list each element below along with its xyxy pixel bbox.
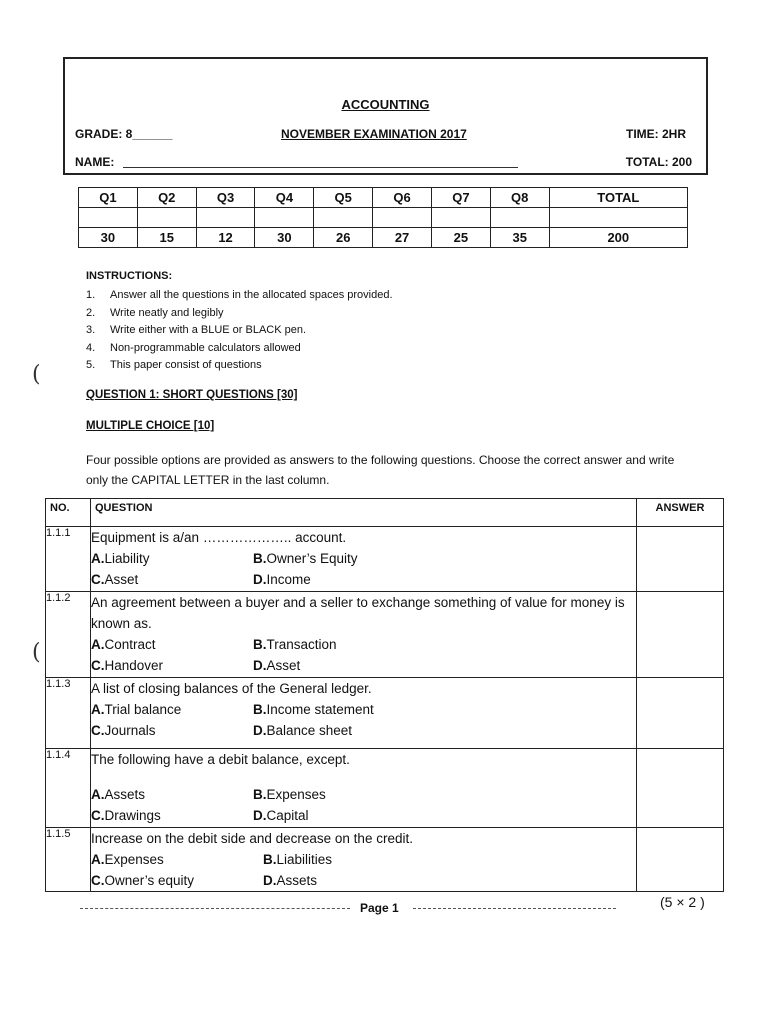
marks-blank-cell[interactable] — [314, 208, 373, 228]
answer-cell[interactable] — [637, 592, 724, 678]
questions-table — [45, 498, 724, 892]
marks-blank-cell[interactable] — [490, 208, 549, 228]
option-text: Balance sheet — [266, 723, 353, 738]
instruction-number: 4. — [86, 341, 96, 354]
question-row — [46, 749, 724, 828]
marks-header-cell: Q8 — [490, 188, 549, 208]
option-text: Owner’s equity — [104, 873, 195, 888]
instruction-item — [86, 322, 393, 340]
option-text: Asset — [266, 658, 301, 673]
options-row — [91, 805, 636, 826]
marks-value-cell: 12 — [196, 228, 255, 248]
name-line — [123, 167, 518, 168]
question-text: The following have a debit balance, except. — [91, 752, 350, 767]
options-row — [91, 870, 636, 891]
time-label: TIME: 2HR — [626, 127, 686, 141]
instruction-number: 3. — [86, 324, 96, 336]
option-text: Handover — [104, 658, 164, 673]
instructions-list — [86, 287, 393, 375]
col-question-header: QUESTION — [91, 499, 637, 527]
col-answer-header: ANSWER — [637, 499, 724, 527]
option-text: Journals — [104, 723, 156, 738]
options-row — [91, 849, 636, 870]
option-text: Liability — [104, 551, 150, 566]
marks-blank-row — [79, 208, 688, 228]
option-text: Transaction — [266, 637, 337, 652]
question-number: 1.1.5 — [46, 828, 91, 892]
marks-value-cell: 27 — [373, 228, 432, 248]
options-row — [91, 634, 636, 655]
options-row — [91, 548, 636, 569]
options-row — [91, 784, 636, 805]
marks-table — [78, 187, 688, 248]
marks-header-cell: Q2 — [137, 188, 196, 208]
instruction-number: 5. — [86, 359, 96, 371]
question-row — [46, 592, 724, 678]
option-text: Drawings — [104, 808, 161, 823]
option-letter: C. — [91, 808, 105, 823]
option-text: Income statement — [266, 702, 374, 717]
instruction-item — [86, 305, 393, 323]
option-letter: D. — [253, 658, 267, 673]
option-letter: D. — [253, 808, 267, 823]
instruction-number: 1. — [86, 289, 96, 301]
question-cell — [91, 678, 637, 749]
option-letter: B. — [253, 637, 267, 652]
marks-blank-cell[interactable] — [373, 208, 432, 228]
question-number: 1.1.1 — [46, 527, 91, 592]
page-number: Page 1 — [360, 901, 399, 915]
marks-header-cell: Q7 — [431, 188, 490, 208]
marks-header-cell: Q1 — [79, 188, 138, 208]
option-letter: C. — [91, 658, 105, 673]
option-text: Contract — [104, 637, 156, 652]
marks-header-cell: Q3 — [196, 188, 255, 208]
option-letter: A. — [91, 852, 105, 867]
answer-cell[interactable] — [637, 678, 724, 749]
instruction-text: Non-programmable calculators allowed — [110, 341, 301, 354]
option-text: Capital — [266, 808, 309, 823]
option-letter: D. — [253, 572, 267, 587]
option-letter: B. — [253, 702, 267, 717]
marks-blank-cell[interactable] — [137, 208, 196, 228]
marks-value-cell: 25 — [431, 228, 490, 248]
marks-value-row — [79, 228, 688, 248]
question-cell — [91, 828, 637, 892]
question-number: 1.1.4 — [46, 749, 91, 828]
option-text: Expenses — [266, 787, 326, 802]
instruction-item — [86, 287, 393, 305]
marks-value-cell: 200 — [549, 228, 687, 248]
footer-line-right — [413, 908, 616, 909]
question-text: A list of closing balances of the General ledger. — [91, 681, 372, 696]
question-row — [46, 828, 724, 892]
subject-title: ACCOUNTING — [341, 97, 430, 112]
option-letter: A. — [91, 637, 105, 652]
options-row — [91, 699, 636, 720]
instruction-text: Answer all the questions in the allocated spaces provided. — [110, 289, 393, 301]
marks-header-cell: Q5 — [314, 188, 373, 208]
marks-header-row — [79, 188, 688, 208]
options-row — [91, 569, 636, 590]
option-letter: A. — [91, 702, 105, 717]
instruction-item — [86, 340, 393, 358]
option-text: Owner’s Equity — [266, 551, 358, 566]
marks-value-cell: 30 — [79, 228, 138, 248]
option-letter: C. — [91, 723, 105, 738]
total-label: TOTAL: 200 — [625, 155, 692, 169]
option-text: Assets — [276, 873, 318, 888]
option-letter: C. — [91, 873, 105, 888]
instructions-title: INSTRUCTIONS: — [86, 270, 173, 282]
option-text: Assets — [104, 787, 146, 802]
footer-line-left — [80, 908, 350, 909]
marks-header-cell: Q4 — [255, 188, 314, 208]
marks-blank-cell[interactable] — [255, 208, 314, 228]
marks-value-cell: 15 — [137, 228, 196, 248]
question-cell — [91, 749, 637, 828]
marks-blank-cell[interactable] — [79, 208, 138, 228]
question-row — [46, 678, 724, 749]
instruction-text: Write neatly and legibly — [110, 306, 224, 319]
marks-allocation: (5 × 2 ) — [660, 894, 705, 910]
option-letter: C. — [91, 572, 105, 587]
question-text: Equipment is a/an ……………….. account. — [91, 530, 347, 545]
grade-label: GRADE: 8______ — [75, 127, 173, 141]
stray-mark: ( — [32, 362, 41, 387]
options-row — [91, 655, 636, 676]
question1-title: QUESTION 1: SHORT QUESTIONS [30] — [86, 389, 298, 401]
questions-header-row — [46, 499, 724, 527]
question-cell — [91, 592, 637, 678]
option-letter: B. — [253, 551, 267, 566]
col-no-header: NO. — [46, 499, 91, 527]
marks-blank-cell[interactable] — [431, 208, 490, 228]
stray-mark: ( — [32, 640, 41, 665]
question-number: 1.1.2 — [46, 592, 91, 678]
marks-value-cell: 35 — [490, 228, 549, 248]
marks-header-cell: TOTAL — [549, 188, 687, 208]
option-letter: A. — [91, 551, 105, 566]
marks-value-cell: 30 — [255, 228, 314, 248]
marks-blank-cell[interactable] — [549, 208, 687, 228]
answer-cell[interactable] — [637, 527, 724, 592]
options-row — [91, 720, 636, 741]
question-row — [46, 527, 724, 592]
option-text: Trial balance — [104, 702, 182, 717]
instruction-item — [86, 357, 393, 375]
instruction-text: Write either with a BLUE or BLACK pen. — [110, 324, 307, 336]
option-text: Asset — [104, 572, 139, 587]
option-letter: D. — [253, 723, 267, 738]
instruction-number: 2. — [86, 306, 96, 319]
name-label: NAME: — [75, 155, 115, 169]
marks-blank-cell[interactable] — [196, 208, 255, 228]
option-letter: B. — [263, 852, 277, 867]
option-letter: B. — [253, 787, 267, 802]
question1-intro: Four possible options are provided as answers to the following questions. Choose the correct answer and write only the CAPITAL LETTER in the last column. — [86, 453, 675, 487]
option-text: Expenses — [104, 852, 164, 867]
question-text: Increase on the debit side and decrease on the credit. — [91, 831, 413, 846]
question-number: 1.1.3 — [46, 678, 91, 749]
question-cell — [91, 527, 637, 592]
question-text: An agreement between a buyer and a seller to exchange something of value for money is known as. — [91, 595, 625, 631]
option-text: Income — [266, 572, 311, 587]
option-letter: A. — [91, 787, 105, 802]
multiple-choice-title: MULTIPLE CHOICE [10] — [86, 420, 215, 432]
exam-header-box — [63, 57, 708, 175]
option-letter: D. — [263, 873, 277, 888]
exam-title: NOVEMBER EXAMINATION 2017 — [281, 127, 467, 141]
marks-header-cell: Q6 — [373, 188, 432, 208]
option-text: Liabilities — [276, 852, 333, 867]
marks-value-cell: 26 — [314, 228, 373, 248]
instruction-text: This paper consist of questions — [110, 359, 262, 371]
answer-cell[interactable] — [637, 749, 724, 828]
answer-cell[interactable] — [637, 828, 724, 892]
